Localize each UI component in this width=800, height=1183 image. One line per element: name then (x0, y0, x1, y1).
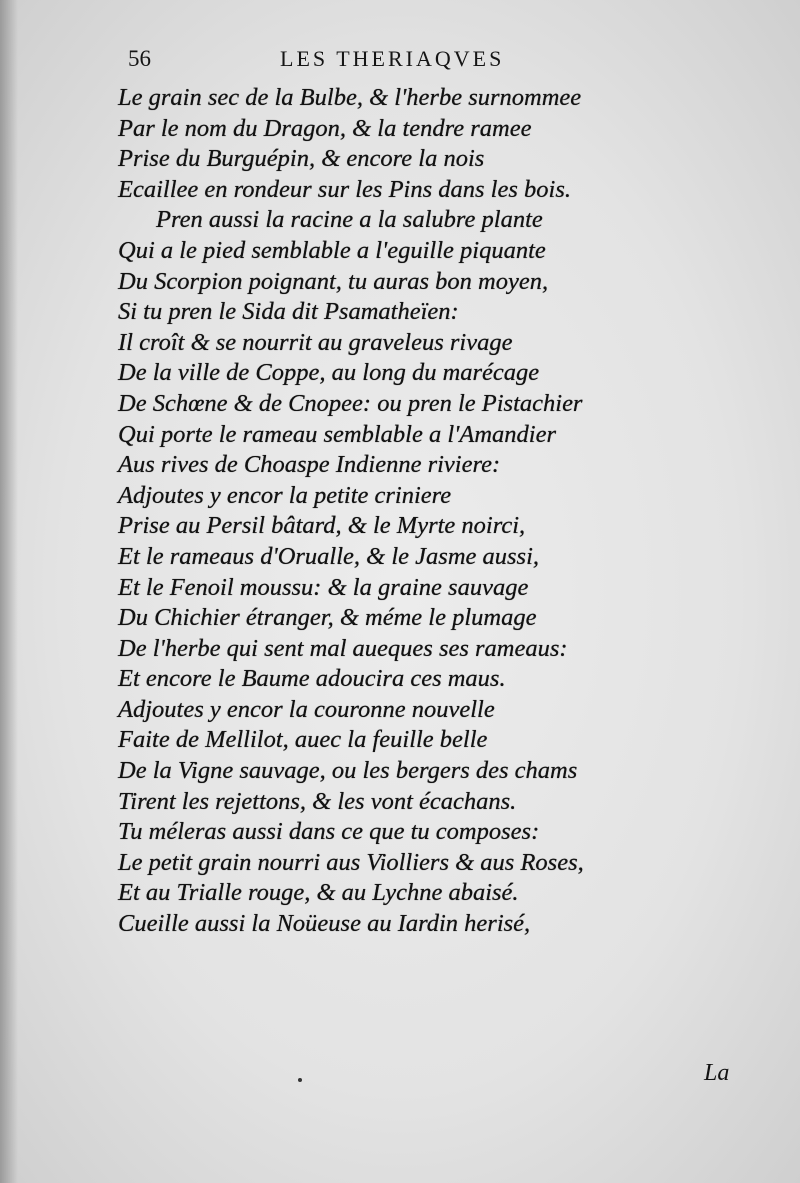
verse-line: Du Scorpion poignant, tu auras bon moyen, (118, 267, 549, 295)
binding-shadow (0, 0, 18, 1183)
verse-line: Et encore le Baume adoucira ces maus. (118, 665, 506, 693)
verse-line: Qui porte le rameau semblable a l'Amandier (118, 420, 557, 448)
verse-line: Le grain sec de la Bulbe, & l'herbe surnommee (118, 84, 582, 111)
verse-line: Cueille aussi la Noüeuse au Iardin herisé, (118, 910, 531, 938)
verse-line: Tu méleras aussi dans ce que tu composes: (118, 818, 540, 846)
printer-mark (298, 1078, 302, 1082)
verse-line: De Schœne & de Cnopee: ou pren le Pistachier (118, 389, 583, 417)
verse-line: Il croît & se nourrit au graveleus rivage (118, 328, 513, 356)
verse-line: De l'herbe qui sent mal aueques ses rameaus: (118, 634, 568, 662)
verse-line: Prise au Persil bâtard, & le Myrte noirci, (118, 512, 526, 540)
verse-line: Aus rives de Choaspe Indienne riviere: (118, 451, 501, 479)
verse-line: Qui a le pied semblable a l'eguille piquante (118, 236, 546, 264)
verse-line: Ecaillee en rondeur sur les Pins dans les bois. (118, 175, 571, 203)
running-head: LES THERIAQVES (280, 46, 505, 71)
verse-line: Et le rameaus d'Orualle, & le Jasme aussi, (118, 542, 540, 570)
catchword: La (704, 1060, 730, 1086)
verse-line: Prise du Burguépin, & encore la nois (118, 145, 485, 173)
verse-line: De la Vigne sauvage, ou les bergers des chams (118, 757, 578, 785)
verse-line: Adjoutes y encor la couronne nouvelle (118, 695, 495, 723)
page-header (120, 46, 590, 80)
verse-line: Du Chichier étranger, & méme le plumage (118, 604, 537, 632)
verse-line: Adjoutes y encor la petite criniere (118, 481, 452, 509)
verse-line: Faite de Mellilot, auec la feuille belle (118, 726, 488, 754)
verse-line: Et au Trialle rouge, & au Lychne abaisé. (118, 879, 519, 907)
verse-line: Et le Fenoil moussu: & la graine sauvage (118, 573, 529, 601)
page-number: 56 (128, 46, 151, 71)
verse-line: De la ville de Coppe, au long du marécage (118, 359, 540, 387)
verse-line: Si tu pren le Sida dit Psamatheïen: (118, 298, 459, 326)
verse-block (118, 83, 608, 940)
verse-line: Tirent les rejettons, & les vont écachans. (118, 787, 517, 815)
verse-line: Par le nom du Dragon, & la tendre ramee (118, 114, 532, 142)
verse-line: Pren aussi la racine a la salubre plante (156, 206, 543, 234)
verse-line: Le petit grain nourri aus Violliers & aus Roses, (118, 848, 584, 876)
